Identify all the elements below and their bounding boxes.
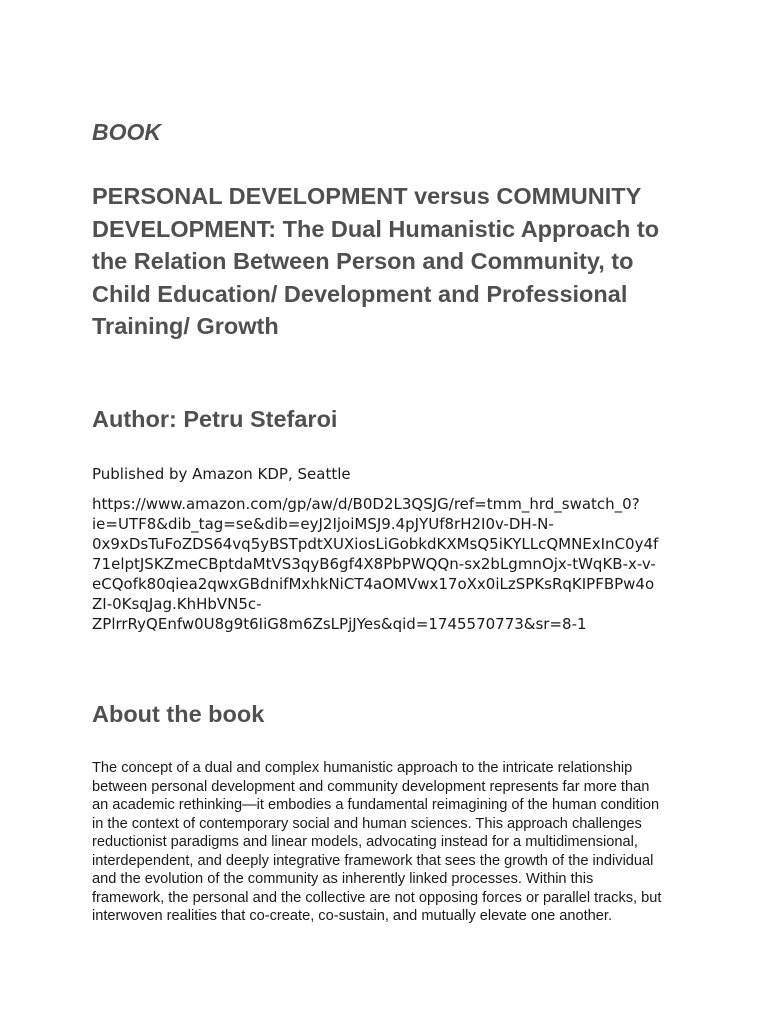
paragraph-line: framework, the personal and the collective are not opposing forces or parallel tracks, but bbox=[92, 889, 662, 906]
about-heading: About the book bbox=[92, 701, 265, 727]
author-line: Author: Petru Stefaroi bbox=[92, 406, 338, 432]
paragraph-line: an academic rethinking—it embodies a fundamental reimagining of the human condition bbox=[92, 797, 660, 813]
paragraph-line: reductionist paradigms and linear models, advocating instead for a multidimensional, bbox=[92, 834, 638, 850]
url-line: ZI-0KsqJag.KhHbVN5c- bbox=[92, 595, 262, 613]
amazon-url[interactable] bbox=[92, 494, 692, 634]
book-title: PERSONAL DEVELOPMENT versus COMMUNITY DEVELOPMENT: The Dual Humanistic Approach to the Relation Between Person and Community, to Child Education/ Development and Professional Training/ Growth bbox=[92, 183, 660, 339]
paragraph-line: in the context of contemporary social and human sciences. This approach challenges bbox=[92, 815, 642, 832]
paragraph-line: interwoven realities that co-create, co-sustain, and mutually elevate one another. bbox=[92, 908, 612, 924]
book-label: BOOK bbox=[92, 119, 161, 145]
paragraph-line: interdependent, and deeply integrative framework that sees the growth of the individual bbox=[92, 852, 654, 869]
paragraph-line: and the evolution of the community as inherently linked processes. Within this bbox=[92, 871, 594, 887]
paragraph-line: between personal development and community development represents far more than bbox=[92, 778, 650, 795]
url-line: 0x9xDsTuFoZDS64vq5yBSTpdtXUXiosLiGobkdKXMsQ5iKYLLcQMNExInC0y4f bbox=[92, 535, 659, 553]
url-line: eCQofk80qiea2qwxGBdnifMxhkNiCT4aOMVwx17oXx0iLzSPKsRqKIPFBPw4o bbox=[92, 575, 655, 593]
url-line: ZPlrrRyQEnfw0U8g9t6IiG8m6ZsLPjJYes&qid=1745570773&sr=8-1 bbox=[92, 615, 587, 633]
publisher-line: Published by Amazon KDP, Seattle bbox=[92, 465, 351, 483]
about-paragraph bbox=[92, 759, 692, 926]
paragraph-line: The concept of a dual and complex humanistic approach to the intricate relationship bbox=[92, 760, 633, 776]
url-line: https://www.amazon.com/gp/aw/d/B0D2L3QSJG/ref=tmm_hrd_swatch_0? bbox=[92, 495, 640, 513]
url-line: ie=UTF8&dib_tag=se&dib=eyJ2IjoiMSJ9.4pJYUf8rH2I0v-DH-N- bbox=[92, 515, 554, 533]
url-line: 71elptJSKZmeCBptdaMtVS3qyB6gf4X8PbPWQQn-sx2bLgmnOjx-tWqKB-x-v- bbox=[92, 555, 656, 573]
